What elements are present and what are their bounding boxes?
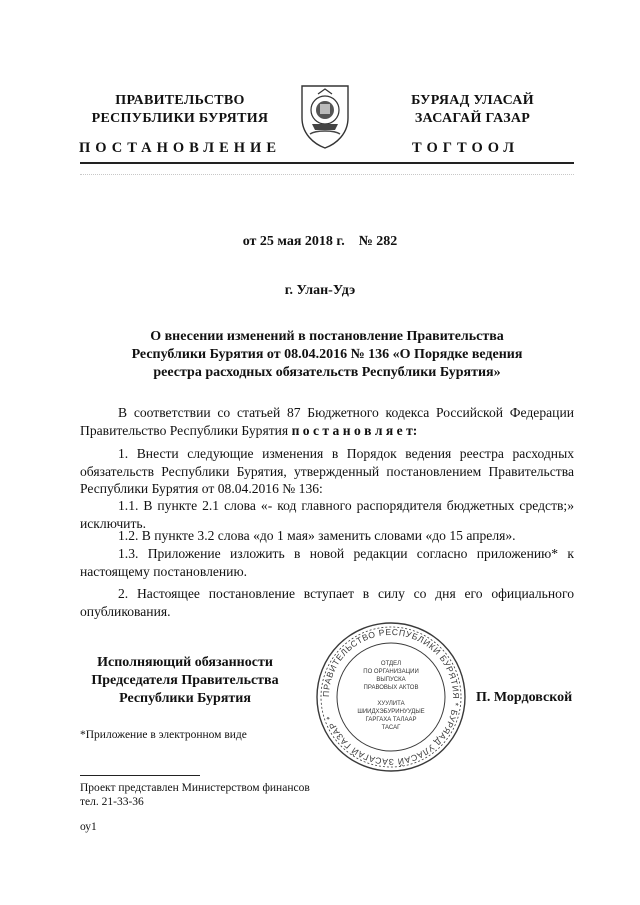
footer-block [80, 781, 310, 809]
signatory-name: П. Мордовской [476, 690, 573, 705]
title-line1: О внесении изменений в постановление Правительства [150, 329, 504, 344]
paragraph-1: 1. Внести следующие изменения в Порядок ведения реестра расходных обязательств Республики Бурятия, утвержденный постановлением Правительства Республики Бурятия от 08.04.2016 № 136: [80, 446, 574, 496]
signatory-line2: Председателя Правительства [91, 673, 279, 688]
stamp-line-2: ПО ОРГАНИЗАЦИИ [363, 669, 419, 675]
preamble-resolve: п о с т а н о в л я е т: [291, 422, 418, 438]
paragraph-1-1: 1.1. В пункте 2.1 слова «- код главного распорядителя бюджетных средств;» исключить. [80, 498, 574, 531]
header-right-line1: БУРЯАД УЛАСАЙ [411, 93, 534, 108]
footer-code: оу1 [80, 821, 97, 833]
stamp-seal-icon [312, 620, 470, 774]
signatory-line3: Республики Бурятия [119, 691, 251, 706]
preamble-text: В соответствии со статьей 87 Бюджетного кодекса Российской Федерации Правительство Республики Бурятия [80, 405, 574, 438]
stamp-line-8: ТАСАГ [381, 725, 401, 731]
header-left-block [80, 92, 280, 128]
stamp-line-1: ОТДЕЛ [380, 661, 402, 667]
coat-of-arms-icon [298, 80, 352, 150]
header-right-block [380, 92, 565, 128]
header-rule [80, 162, 574, 164]
preamble [80, 404, 574, 439]
paragraph-1-3: 1.3. Приложение изложить в новой редакции согласно приложению* к настоящему постановлению. [80, 546, 574, 579]
paragraph-2: 2. Настоящее постановление вступает в силу со дня его официального опубликования. [80, 586, 574, 619]
footer-line2: тел. 21-33-36 [80, 796, 144, 808]
stamp-ring-text: ПРАВИТЕЛЬСТВО РЕСПУБЛИКИ БУРЯТИЯ * БУРЯАД УЛАСАЙ ЗАСАГАЙ ГАЗАР * [320, 626, 462, 768]
svg-text:ПРАВИТЕЛЬСТВО РЕСПУБЛИКИ БУРЯТ [321, 627, 461, 768]
signatory-line1: Исполняющий обязанности [97, 655, 273, 670]
stamp-line-4: ПРАВОВЫХ АКТОВ [363, 685, 419, 691]
attachment-footnote: *Приложение в электронном виде [80, 729, 247, 741]
official-stamp [312, 620, 470, 774]
footer-line1: Проект представлен Министерством финансов [80, 782, 310, 794]
stamp-line-3: ВЫПУСКА [376, 677, 406, 683]
header-right-line2: ЗАСАГАЙ ГАЗАР [414, 111, 531, 126]
doc-type-ru: ПОСТАНОВЛЕНИЕ [79, 140, 282, 156]
header-left-line1: ПРАВИТЕЛЬСТВО [115, 93, 245, 108]
title-line3: реестра расходных обязательств Республики Бурятия» [153, 365, 501, 380]
paragraph-1-2: 1.2. В пункте 3.2 слова «до 1 мая» заменить словами «до 15 апреля». [118, 528, 516, 543]
signatory-title [80, 654, 290, 708]
title-line2: Республики Бурятия от 08.04.2016 № 136 «О Порядке ведения [131, 347, 523, 362]
header-left-line2: РЕСПУБЛИКИ БУРЯТИЯ [91, 111, 269, 126]
city: г. Улан-Удэ [284, 283, 356, 298]
footer-rule [80, 775, 200, 776]
stamp-line-5: ХУУЛИТА [377, 701, 405, 707]
document-title [80, 328, 574, 382]
stamp-line-7: ГАРГАХА ТАЛААР [365, 717, 417, 723]
date-number: от 25 мая 2018 г. № 282 [242, 234, 398, 249]
stamp-line-6: ШИИДХЭБУРИНУУДЫЕ [357, 709, 425, 715]
doc-type-bua: ТОГТООЛ [412, 140, 520, 156]
coat-of-arms-emblem [298, 80, 352, 150]
header-dotted-rule [80, 174, 574, 175]
